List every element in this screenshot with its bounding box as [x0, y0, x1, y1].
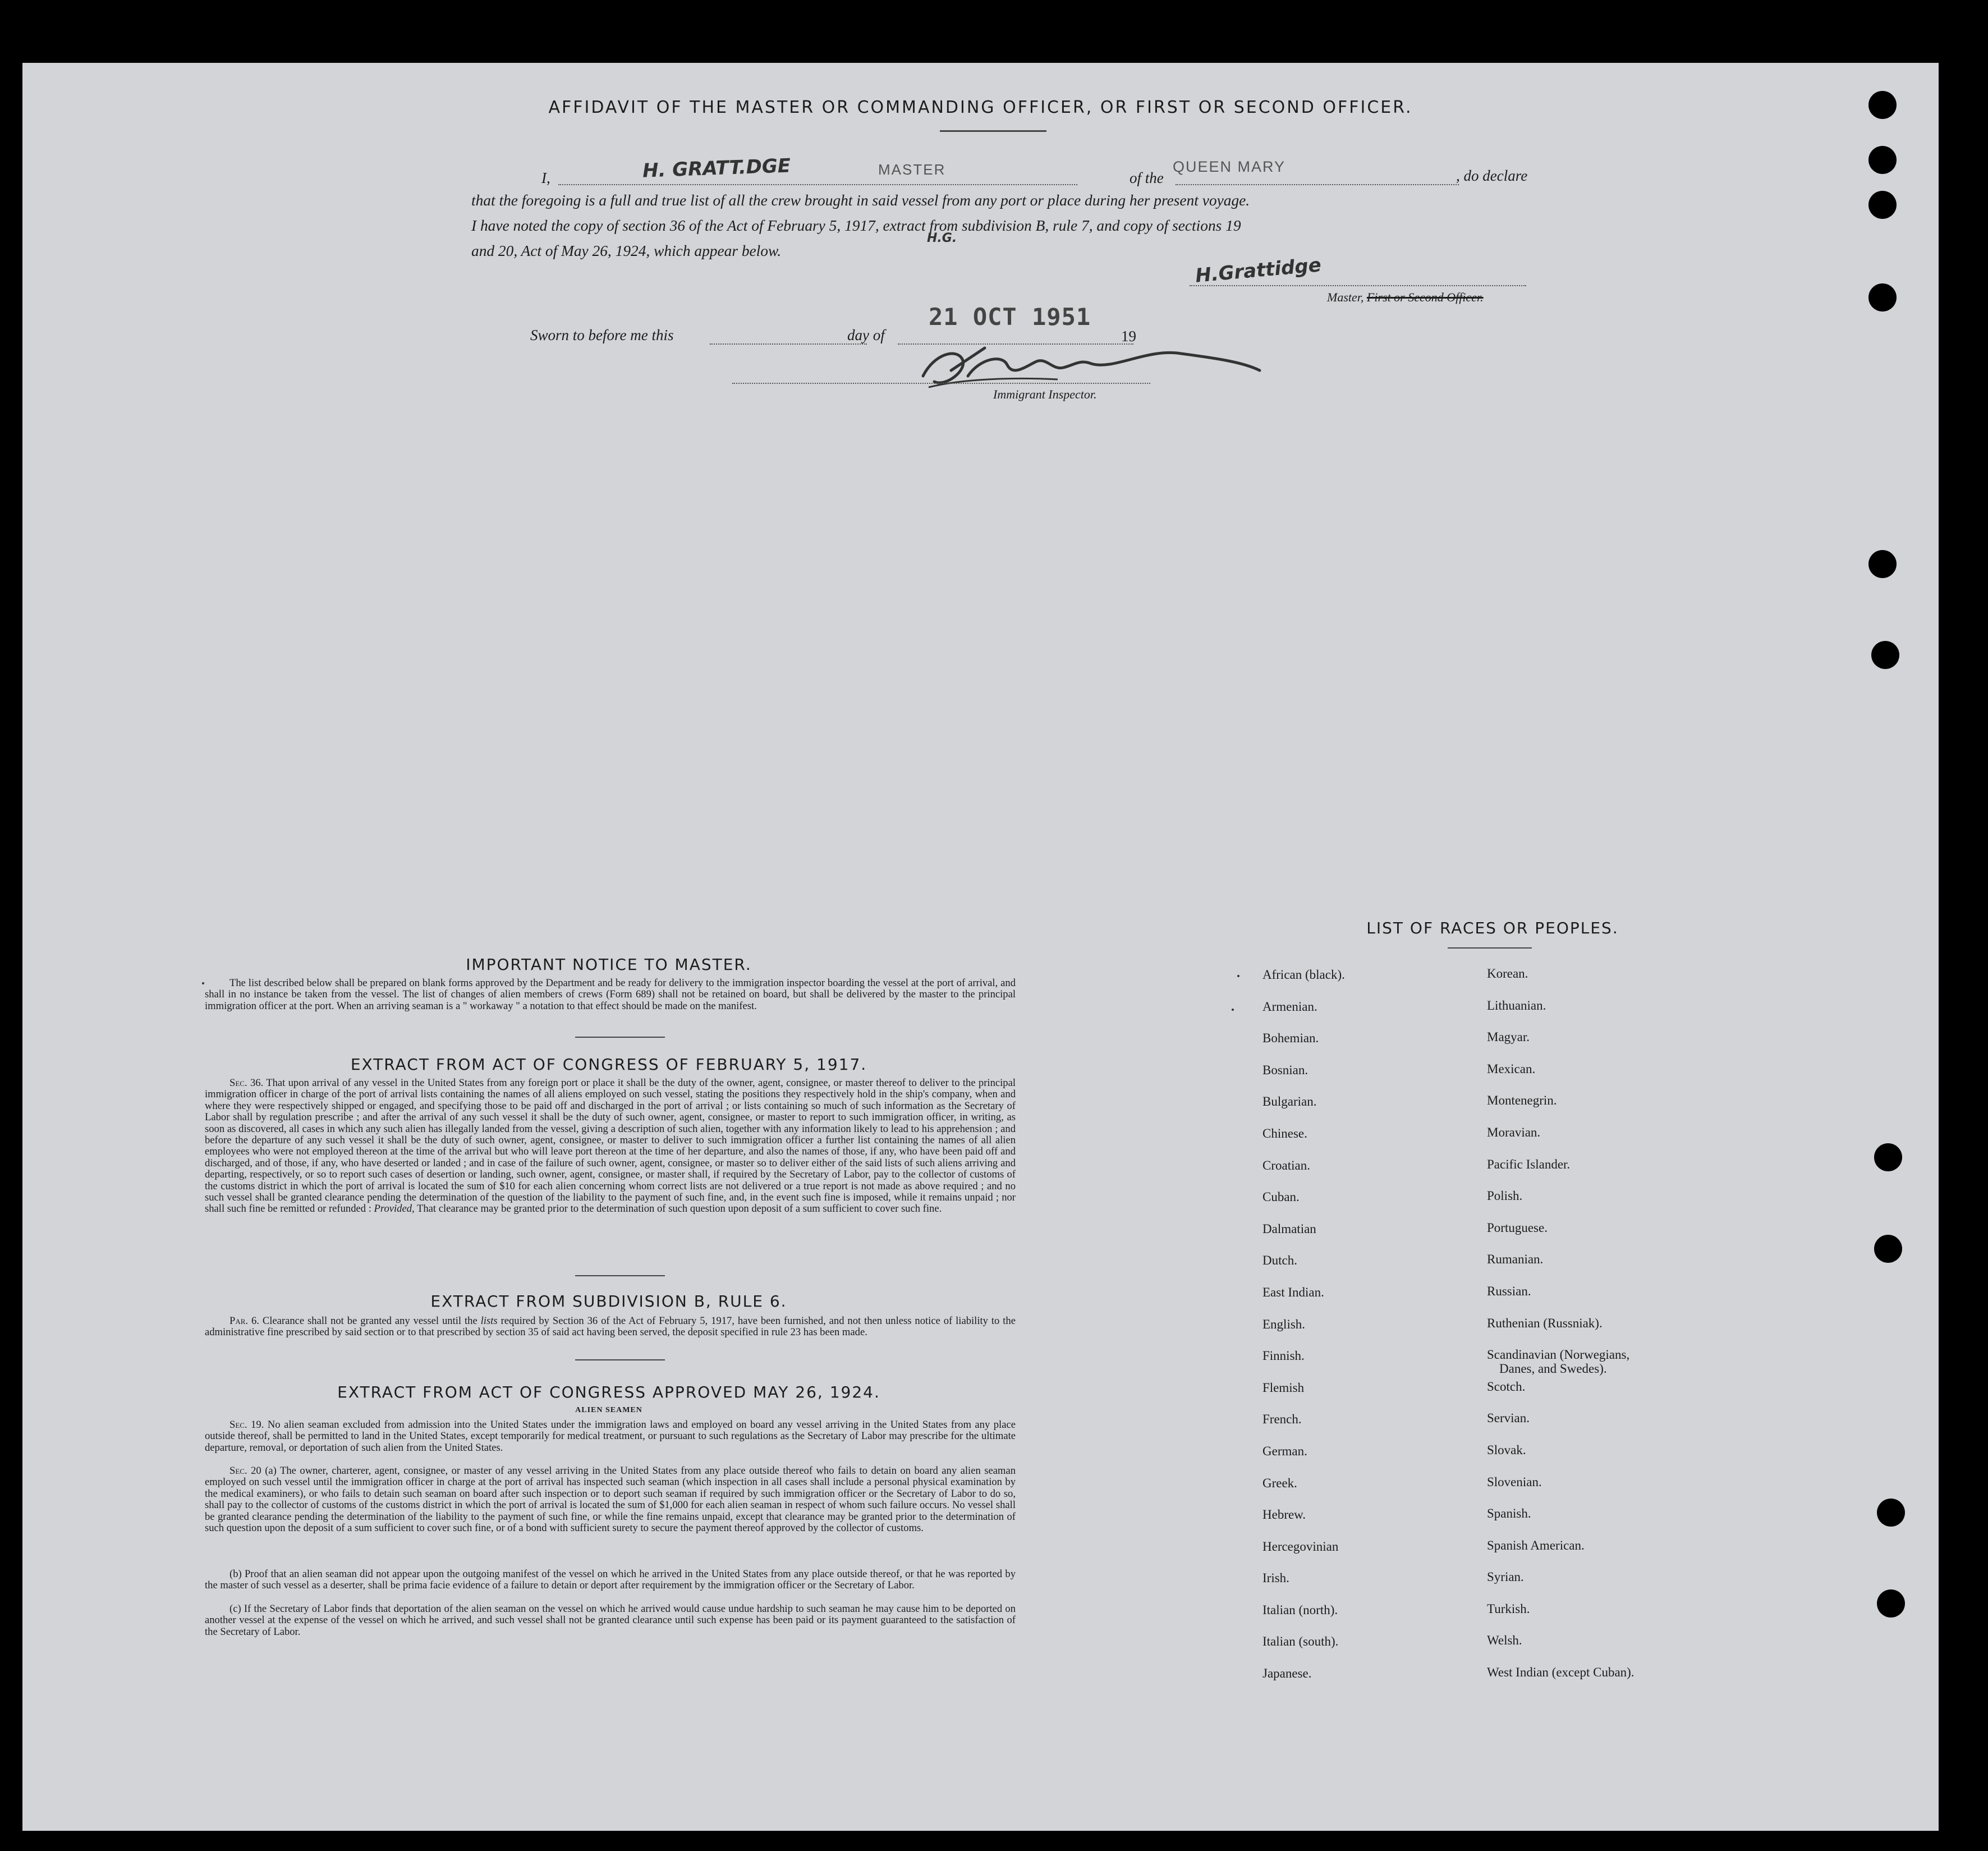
race-item: Japanese. — [1262, 1666, 1312, 1681]
rule-6-body-b: required by Section 36 of the Act of February 5, 1917, have been furnished, and not then unless notice of liability to the administrative fine prescribed by said section or to that prescribed by section 35 of said act having been served, the deposit specified in rule 23 has been made. — [205, 1315, 1016, 1339]
punch-hole — [1874, 1143, 1902, 1171]
punch-hole — [1868, 550, 1897, 578]
punch-hole — [1871, 641, 1899, 669]
struck-officer-caption: First or Second Officer. — [1366, 290, 1484, 304]
vessel-name-typed: QUEEN MARY — [1173, 158, 1286, 175]
race-item: French. — [1262, 1412, 1302, 1427]
race-item: Servian. — [1487, 1411, 1530, 1426]
race-item: Greek. — [1262, 1476, 1297, 1490]
race-item: Chinese. — [1262, 1126, 1307, 1140]
race-item: Spanish. — [1487, 1506, 1531, 1521]
rule-6-text — [205, 1316, 1016, 1339]
race-item: Scandinavian (Norwegians, Danes, and Swedes). — [1487, 1348, 1635, 1380]
race-item: Dalmatian — [1262, 1221, 1316, 1236]
notice-body: The list described below shall be prepared on blank forms approved by the Department and be ready for delivery to the immigration inspector boarding the vessel at the port of arrival, and shall in no instance be taken from the vessel. The list of changes of alien members of crews (Form 689) shall not be retained on board, but shall be delivered by the master to the principal immigration officer at the port. When an arriving seaman is a " workaway " a notation to that effect should be made on the manifest. — [205, 977, 1016, 1012]
sec-19-body: No alien seaman excluded from admission into the United States under the immigration laws and employed on board any vessel arriving in the United States from any place outside thereof, shall be permitted to land in the United States, except temporarily for medical treatment, or pursuant to such regulations as the Secretary of Labor may prescribe for the ultimate departure, removal, or deportation of such alien from the United States. — [205, 1419, 1016, 1454]
extract-1917-rule — [575, 1275, 665, 1276]
race-item: Hebrew. — [1262, 1508, 1306, 1522]
race-item: Syrian. — [1487, 1570, 1524, 1584]
sworn-day-line — [710, 343, 867, 345]
proviso-word: Provided, — [374, 1203, 415, 1215]
margin-mark — [202, 982, 204, 984]
race-item: Magyar. — [1487, 1030, 1530, 1044]
race-item: Cuban. — [1262, 1190, 1300, 1204]
inspector-signature-line — [732, 383, 1150, 384]
race-item: Russian. — [1487, 1284, 1531, 1298]
race-item: Finnish. — [1262, 1349, 1305, 1363]
race-item: Spanish American. — [1487, 1538, 1585, 1552]
race-item: Hercegovinian — [1262, 1539, 1339, 1554]
extract-1917-title: EXTRACT FROM ACT OF CONGRESS OF FEBRUARY 5, 1917. — [350, 1055, 867, 1074]
sec-20c-text — [205, 1603, 1016, 1638]
races-title: LIST OF RACES OR PEOPLES. — [1366, 919, 1619, 937]
extract-1924-title: EXTRACT FROM ACT OF CONGRESS APPROVED MAY 26, 1924. — [337, 1383, 880, 1401]
sec-19-label: Sec. 19. — [229, 1419, 264, 1431]
lists-word: lists — [480, 1315, 498, 1327]
sec-20c-body: (c) If the Secretary of Labor finds that deportation of the alien seaman on the vessel on which he arrived would cause undue hardship to such seaman he may cause him to be deported on another vessel at the expense of the vessel on which he arrived, and such vessel shall not be granted clearance until such expense has been paid or its payment guaranteed to the satisfaction of the Secretary of Labor. — [205, 1603, 1016, 1638]
sec-20a-body: (a) The owner, charterer, agent, consignee, or master of any vessel arriving in the United States from any place outside thereof who fails to detain on board any alien seaman employed on such vessel until the immigration officer in charge at the port of arrival has inspected such seaman (which inspection in all cases shall include a personal physical examination by the medical examiners), or who fails to detain such seaman on board after such inspection or to deport such seaman if required by such immigration officer or the Secretary of Labor to do so, shall pay to the collector of customs of the customs district in which the port of arrival is located the sum of $1,000 for each alien seaman in respect of whom such failure occurs. No vessel shall be granted clearance pending the determination of the liability to the payment of such fine, or while the fine remains unpaid, except that clearance may be granted prior to the determination of such question upon the deposit of a sum sufficient to cover such fine, or of a bond with sufficient surety to secure the payment thereof approved by the collector of customs. — [205, 1465, 1016, 1534]
margin-mark — [1237, 975, 1239, 977]
sec-19-text — [205, 1419, 1016, 1454]
rule-6-rule — [575, 1359, 665, 1360]
race-item: Mexican. — [1487, 1061, 1536, 1076]
notice-text — [205, 978, 1016, 1012]
inspector-signature — [912, 337, 1271, 393]
race-item: Lithuanian. — [1487, 998, 1546, 1012]
race-item: West Indian (except Cuban). — [1487, 1665, 1635, 1680]
race-item: Irish. — [1262, 1571, 1289, 1586]
title-rule — [940, 130, 1046, 132]
race-item: English. — [1262, 1317, 1306, 1331]
race-item: East Indian. — [1262, 1285, 1324, 1299]
race-item: Moravian. — [1487, 1125, 1541, 1139]
inspector-caption: Immigrant Inspector. — [993, 387, 1097, 401]
race-item: Korean. — [1487, 966, 1528, 981]
margin-mark — [1232, 1009, 1234, 1011]
race-item: German. — [1262, 1444, 1307, 1458]
rule-6-body-a: Clearance shall not be granted any vessel until the — [262, 1315, 478, 1327]
race-item: Bulgarian. — [1262, 1094, 1317, 1109]
date-stamp: 21 OCT 1951 — [929, 303, 1091, 331]
sec-20b-body: (b) Proof that an alien seaman did not appear upon the outgoing manifest of the vessel on which he arrived in the United States from any place outside thereof, or that he was reported by the master of such vessel as a deserter, shall be prima facie evidence of a failure to detain or deport after requirement by the immigration officer or the Secretary of Labor. — [205, 1568, 1016, 1592]
race-item: Turkish. — [1487, 1601, 1530, 1616]
race-item: Polish. — [1487, 1189, 1523, 1203]
race-item: Bohemian. — [1262, 1031, 1319, 1046]
race-item: Slovak. — [1487, 1442, 1526, 1457]
punch-hole — [1868, 283, 1897, 311]
punch-hole — [1877, 1589, 1905, 1618]
extract-1917-text — [205, 1078, 1016, 1215]
alien-seamen-subtitle: ALIEN SEAMEN — [575, 1406, 642, 1414]
race-item: Ruthenian (Russniak). — [1487, 1316, 1603, 1330]
punch-hole — [1868, 146, 1897, 174]
par-6-label: Par. 6. — [229, 1315, 259, 1327]
master-signature-line — [1190, 285, 1526, 286]
notice-rule — [575, 1037, 665, 1038]
punch-hole — [1868, 91, 1897, 119]
declaration-line-3: I have noted the copy of section 36 of the Act of February 5, 1917, extract from subdivision B, rule 7, and copy of sections 19 — [471, 217, 1241, 234]
race-item: African (black). — [1262, 968, 1345, 982]
master-caption-text: Master, — [1327, 290, 1364, 304]
punch-hole — [1868, 191, 1897, 219]
race-item: Flemish — [1262, 1380, 1305, 1395]
race-item: Montenegrin. — [1487, 1093, 1557, 1108]
sworn-text: Sworn to before me this — [530, 327, 674, 343]
affidavit-title: AFFIDAVIT OF THE MASTER OR COMMANDING OFFICER, OR FIRST OR SECOND OFFICER. — [548, 98, 1413, 117]
sec-36-label: Sec. 36. — [229, 1077, 264, 1089]
race-item: Scotch. — [1487, 1379, 1526, 1394]
race-item: Portuguese. — [1487, 1220, 1548, 1235]
race-item: Pacific Islander. — [1487, 1157, 1571, 1171]
margin-initials: H.G. — [927, 231, 957, 245]
rank-typed: MASTER — [878, 161, 946, 178]
sec-36-body: That upon arrival of any vessel in the United States from any foreign port or place it shall be the duty of the owner, agent, consignee, or master thereof to deliver to the principal immigration officer in charge of the port of arrival lists containing the names of all aliens employed on such vessel, stating the positions they respectively hold in the ship's company, when and where they were respectively shipped or engaged, and specifying those to be paid off and discharged in the port of arrival ; or lists containing so much of such information as the Secretary of Labor shall by regulation prescribe ; and after the arrival of any such vessel it shall be the duty of such owner, agent, consignee, or master to report to such immigration officer, in writing, as soon as discovered, all cases in which any such alien has illegally landed from the vessel, giving a description of such alien, together with any information likely to lead to his apprehension ; and before the departure of any such vessel it shall be the duty of such owner, agent, consignee, or master to deliver to such immigration officer a further list containing the names of all alien employees who were not employed thereon at the time of the arrival but who will leave port thereon at the time of her departure, and also the names of those, if any, who have been paid off and discharged, and of those, if any, who have deserted or landed ; and in case of the failure of such owner, agent, consignee, or master so to deliver either of the said lists of such aliens arriving and departing, respectively, or so to report such cases of desertion or landing, such owner, agent, consignee, or master shall, if required by the Secretary of Labor, pay to the collector of customs of the customs district in which the port of arrival is located the sum of $10 for each alien concerning whom correct lists are not delivered or a true report is not made as above required ; and no such vessel shall be granted clearance pending the determination of the question of the liability to the payment of such fine, and, in the event such fine is imposed, while it remains unpaid ; nor shall such fine be remitted or refunded : — [205, 1077, 1016, 1215]
master-name-handwritten: H. GRATT.DGE — [642, 154, 791, 182]
race-item: Croatian. — [1262, 1158, 1310, 1172]
punch-hole — [1877, 1499, 1905, 1527]
do-declare-text: , do declare — [1456, 167, 1528, 184]
sec-20b-text — [205, 1569, 1016, 1592]
master-caption — [1327, 290, 1484, 305]
race-item: Dutch. — [1262, 1253, 1297, 1268]
rule-6-title: EXTRACT FROM SUBDIVISION B, RULE 6. — [430, 1292, 787, 1311]
race-item: Italian (south). — [1262, 1634, 1339, 1649]
races-right-column — [1487, 966, 1635, 1697]
race-item: Armenian. — [1262, 999, 1317, 1014]
race-item: Italian (north). — [1262, 1602, 1338, 1617]
master-signature: H.Grattidge — [1194, 254, 1323, 287]
sec-20a-text — [205, 1465, 1016, 1534]
races-rule — [1448, 947, 1532, 949]
races-left-column — [1262, 968, 1345, 1698]
race-item: Rumanian. — [1487, 1252, 1544, 1267]
sec-20-label: Sec. 20 — [229, 1465, 261, 1477]
name-line — [558, 184, 1077, 185]
i-word: I, — [541, 169, 550, 186]
year-prefix: 19 — [1121, 328, 1136, 345]
day-of-text: day of — [847, 327, 885, 343]
race-item-continuation: Danes, and Swedes). — [1499, 1362, 1607, 1376]
punch-hole — [1874, 1235, 1902, 1263]
declaration-line-4: and 20, Act of May 26, 1924, which appear below. — [471, 242, 782, 259]
sec-36-end: That clearance may be granted prior to the determination of such question upon deposit of a sum sufficient to cover such fine. — [416, 1203, 942, 1215]
race-item: Bosnian. — [1262, 1062, 1309, 1077]
document-page — [22, 63, 1939, 1831]
race-item: Slovenian. — [1487, 1474, 1542, 1489]
race-item: Welsh. — [1487, 1633, 1522, 1648]
notice-title: IMPORTANT NOTICE TO MASTER. — [466, 955, 752, 974]
of-the-text: of the — [1130, 169, 1164, 186]
vessel-line — [1176, 184, 1459, 185]
declaration-line-2: that the foregoing is a full and true list of all the crew brought in said vessel from any port or place during her present voyage. — [471, 192, 1250, 209]
